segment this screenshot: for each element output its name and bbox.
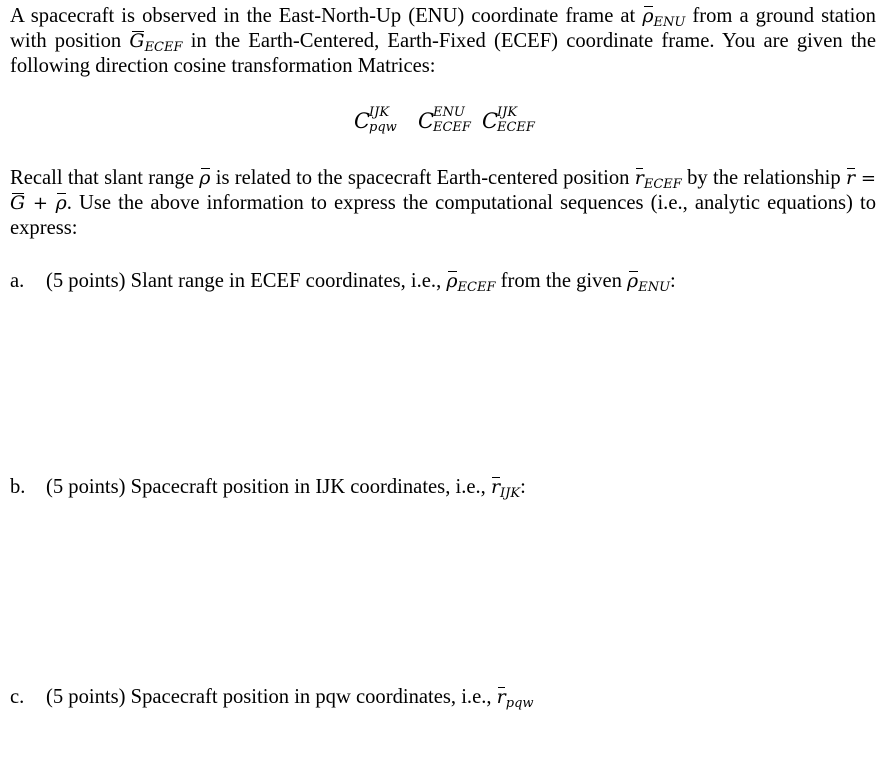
- rho-subscript: ECEF: [457, 280, 496, 295]
- intro-text-2: from a ground station with position: [10, 5, 876, 52]
- rho-vector-symbol: ρ: [642, 5, 654, 27]
- matrix-symbol: C: [418, 109, 435, 133]
- rho-subscript: ENU: [638, 280, 671, 295]
- part-text: (5 points) Slant range in ECEF coordinates, i.e.,: [46, 270, 447, 292]
- part-text-end: :: [670, 270, 676, 292]
- question-part-a: [10, 269, 876, 294]
- part-letter: a.: [10, 270, 25, 292]
- matrix-symbol: C: [354, 109, 371, 133]
- part-letter: c.: [10, 686, 25, 708]
- part-text: (5 points) Spacecraft position in IJK coordinates, i.e.,: [46, 476, 491, 498]
- recall-text-3: by the relationship: [681, 167, 846, 189]
- question-part-b: [10, 475, 876, 500]
- r-vector-symbol: r: [496, 686, 506, 708]
- r-vector-symbol: r: [490, 476, 501, 498]
- r-subscript: ECEF: [643, 177, 682, 192]
- part-letter: b.: [10, 476, 26, 498]
- recall-paragraph: [10, 166, 876, 241]
- matrix-superscript: IJK: [497, 105, 518, 120]
- matrix-superscript: ENU: [433, 105, 465, 120]
- plus-sign: +: [25, 193, 56, 214]
- rho-vector-symbol: ρ: [446, 270, 458, 292]
- part-text: (5 points) Spacecraft position in pqw coordinates, i.e.,: [46, 686, 497, 708]
- matrix-ijk-ecef: [482, 105, 535, 139]
- intro-paragraph: [10, 4, 876, 79]
- recall-text-2: is related to the spacecraft Earth-centered position: [210, 167, 635, 189]
- part-text-mid: from the given: [495, 270, 628, 292]
- rho-vector-symbol: ρ: [199, 167, 211, 189]
- dcm-matrices: [0, 105, 886, 141]
- rho-vector-symbol: ρ: [627, 270, 639, 292]
- r-vector-symbol: r: [845, 167, 856, 189]
- equals-sign: =: [855, 168, 876, 189]
- r-vector-symbol: r: [634, 167, 644, 189]
- matrix-subscript: ECEF: [433, 120, 471, 135]
- recall-text-4: . Use the above information to express the computational sequences (i.e., analytic equations) to express:: [10, 192, 876, 239]
- g-vector-symbol: G: [10, 192, 26, 214]
- rho-subscript: ENU: [653, 15, 686, 30]
- rho-vector-symbol: ρ: [55, 192, 67, 214]
- question-part-c: [10, 685, 876, 710]
- matrix-symbol: C: [482, 109, 499, 133]
- matrix-subscript: ECEF: [497, 120, 535, 135]
- recall-text-1: Recall that slant range: [10, 167, 200, 189]
- matrix-enu-ecef: [418, 105, 471, 139]
- matrix-subscript: pqw: [369, 120, 397, 135]
- matrix-superscript: IJK: [369, 105, 390, 120]
- matrix-ijk-pqw: [354, 105, 404, 139]
- r-subscript: pqw: [505, 696, 534, 711]
- r-subscript: IJK: [500, 486, 521, 501]
- part-text-end: :: [520, 476, 526, 498]
- intro-text-1: A spacecraft is observed in the East-North-Up (ENU) coordinate frame at: [10, 5, 643, 27]
- g-subscript: ECEF: [144, 40, 183, 55]
- g-vector-symbol: G: [129, 30, 145, 52]
- intro-text-3: in the Earth-Centered, Earth-Fixed (ECEF) coordinate frame. You are given the following direction cosine transformation Matrices:: [10, 30, 876, 77]
